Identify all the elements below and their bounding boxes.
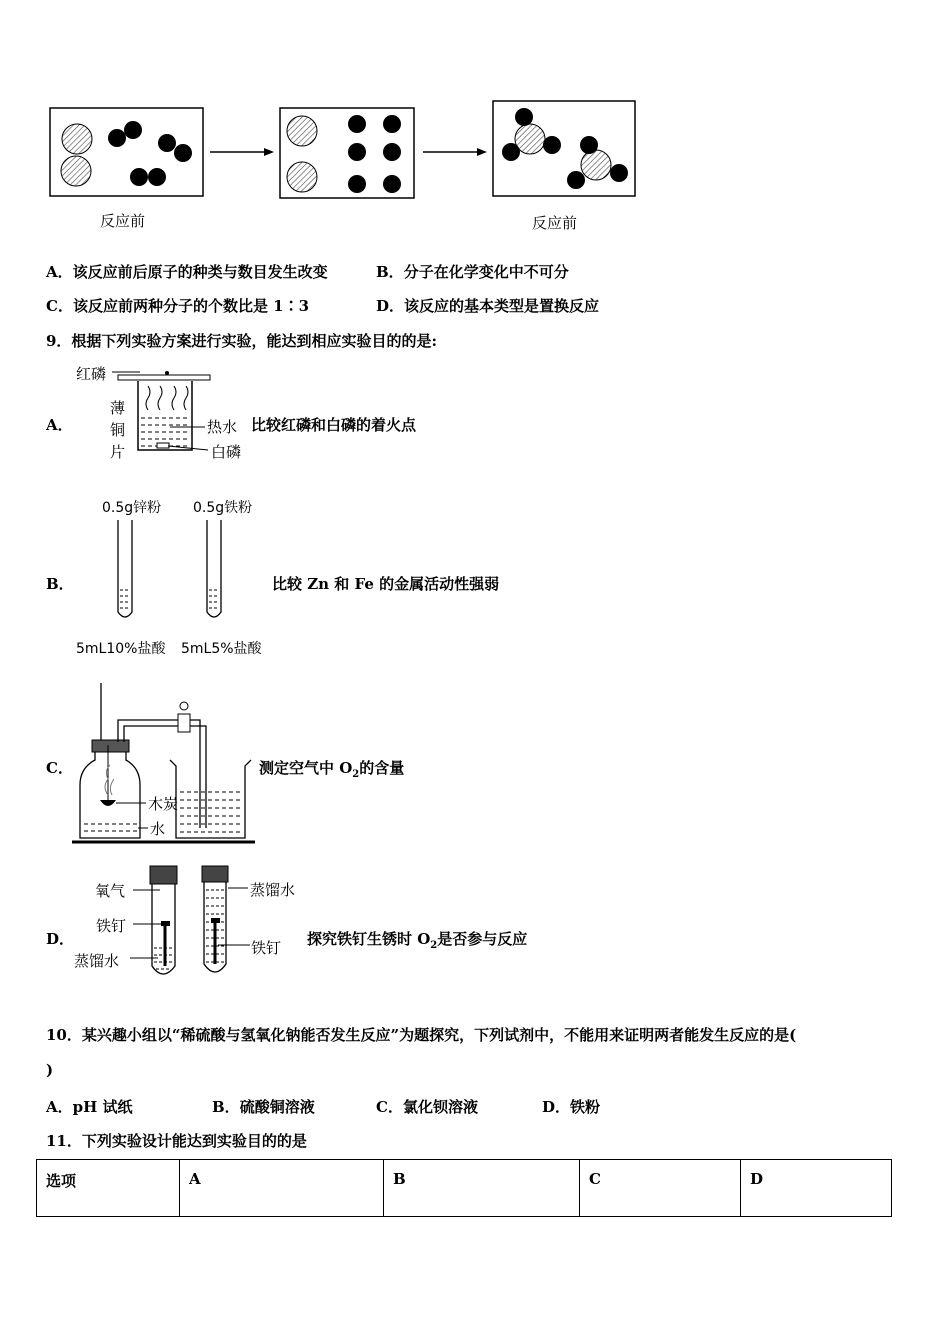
table-header-cell: C	[580, 1160, 741, 1217]
q9-b-key: B．	[46, 575, 74, 593]
table-header-cell: A	[180, 1160, 384, 1217]
label-fe-powder: 0.5g铁粉	[193, 500, 253, 516]
table-header-cell: D	[741, 1160, 892, 1217]
label-copper-2: 铜	[110, 421, 126, 439]
label-acid-5: 5mL5%盐酸	[181, 641, 262, 657]
label-zn-powder: 0.5g锌粉	[102, 500, 162, 516]
label-hot-water: 热水	[207, 418, 238, 436]
label-charcoal: 木炭	[148, 795, 179, 813]
label-acid-10: 5mL10%盐酸	[76, 641, 166, 657]
label-water: 水	[150, 820, 166, 838]
label-distilled-water-1: 蒸馏水	[74, 952, 120, 970]
q9-a-purpose: 比较红磷和白磷的着火点	[251, 416, 417, 434]
q9-b-purpose: 比较 Zn 和 Fe 的金属活动性强弱	[272, 575, 500, 593]
label-copper-1: 薄	[110, 399, 126, 417]
table-header-row	[37, 1160, 892, 1217]
q11-options-table	[36, 1159, 892, 1217]
q8-option-b: B．分子在化学变化中不可分	[376, 263, 569, 281]
q8-option-c: C．该反应前两种分子的个数比是 1∶3	[46, 297, 310, 315]
label-iron-nail-1: 铁钉	[96, 917, 127, 935]
label-red-phosphorus: 红磷	[76, 365, 107, 383]
q10-stem-line2: )	[46, 1061, 54, 1079]
label-white-phosphorus: 白磷	[211, 443, 242, 461]
q10-option-c: C．氯化钡溶液	[376, 1098, 478, 1116]
q8-option-d: D．该反应的基本类型是置换反应	[376, 297, 600, 315]
q10-option-d: D．铁粉	[542, 1098, 601, 1116]
table-header-cell: B	[384, 1160, 580, 1217]
label-before-right: 反应前	[532, 214, 578, 232]
q9-c-key: C．	[46, 759, 73, 777]
q9-a-key: A．	[46, 416, 73, 434]
label-copper-3: 片	[110, 443, 126, 461]
q11-stem: 11．下列实验设计能达到实验目的的是	[46, 1132, 307, 1150]
table-header-cell: 选项	[37, 1160, 180, 1217]
label-before-left: 反应前	[100, 212, 146, 230]
q9-c-purpose: 测定空气中 $O_2$的含量	[259, 759, 405, 780]
q10-stem-line1: 10．某兴趣小组以“稀硫酸与氢氧化钠能否发生反应”为题探究，下列试剂中，不能用来证明两者能发生反应的是(	[46, 1026, 797, 1044]
label-distilled-water-2: 蒸馏水	[250, 881, 296, 899]
q9-d-key: D．	[46, 930, 75, 948]
q9-d-purpose: 探究铁钉生锈时 $O_2$是否参与反应	[307, 930, 528, 951]
q8-option-a: A．该反应前后原子的种类与数目发生改变	[46, 263, 328, 281]
label-oxygen: 氧气	[95, 882, 126, 900]
q10-option-b: B．硫酸铜溶液	[212, 1098, 315, 1116]
q10-option-a: A．pH 试纸	[46, 1098, 133, 1116]
label-iron-nail-2: 铁钉	[251, 939, 282, 957]
q9-stem: 9．根据下列实验方案进行实验，能达到相应实验目的的是:	[46, 332, 437, 350]
